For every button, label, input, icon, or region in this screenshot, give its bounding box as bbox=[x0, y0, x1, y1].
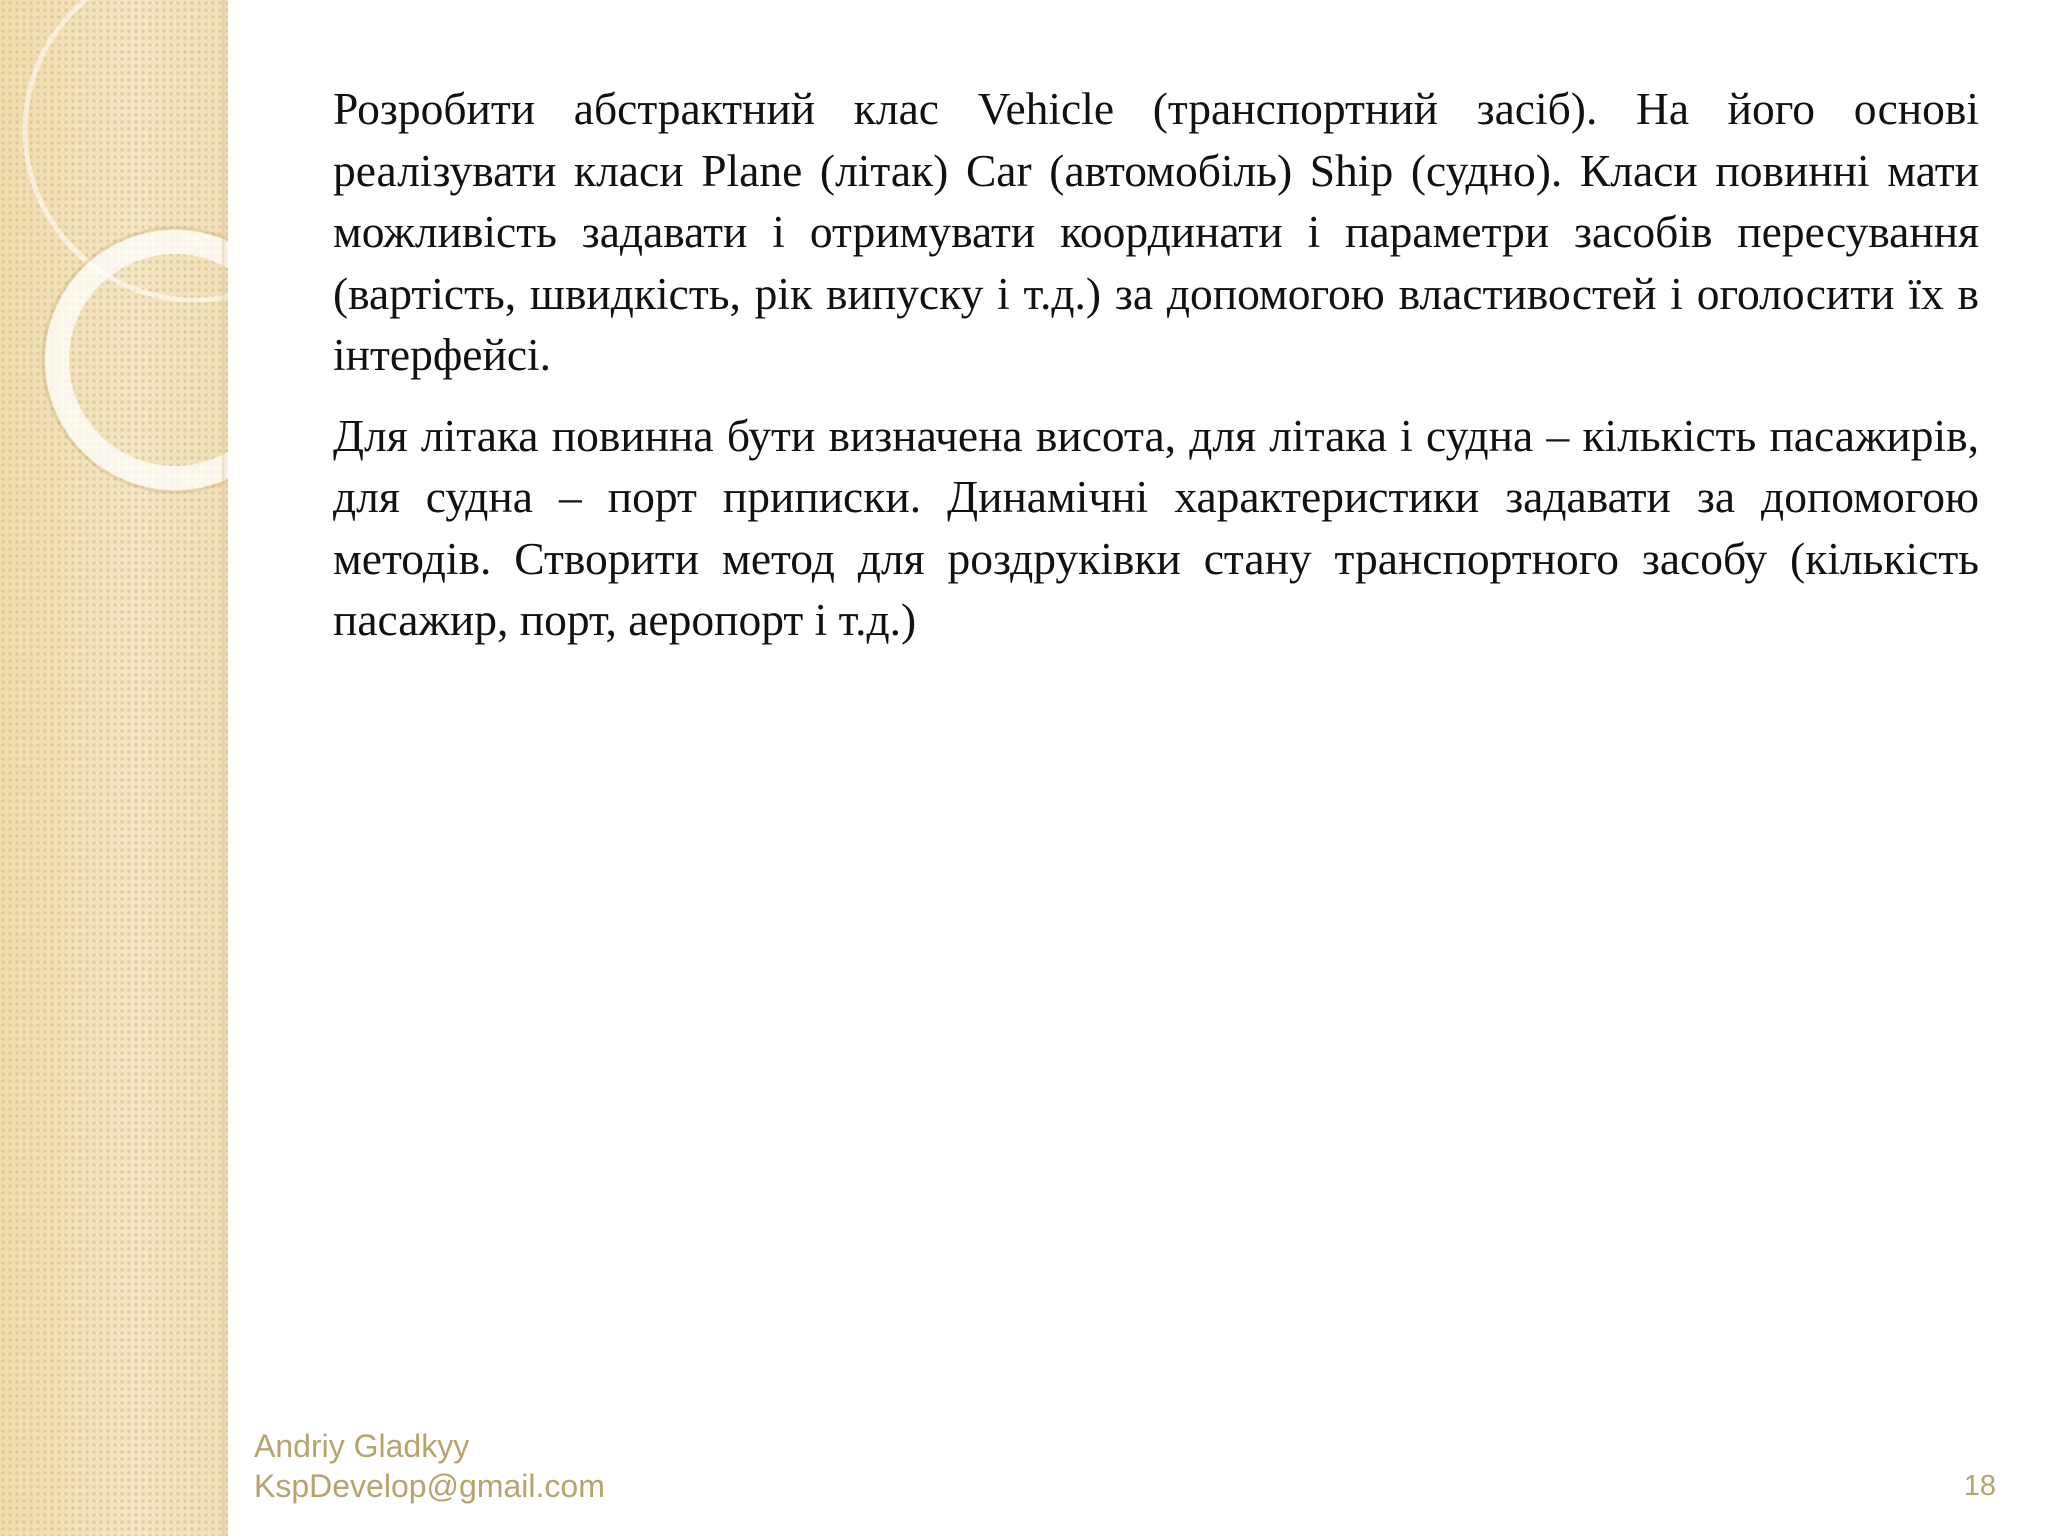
slide-body-text bbox=[333, 78, 1979, 670]
paragraph-task-description: Розробити абстрактний клас Vehicle (транспортний засіб). На його основі реалізувати класи Plane (літак) Car (автомобіль) Ship (судно). Класи повинні мати можливість задавати і отримувати координати і параметри засобів пересування (вартість, швидкість, рік випуску і т.д.) за допомогою властивостей і оголосити їх в інтерфейсі. bbox=[333, 83, 1979, 380]
footer-author-block bbox=[254, 1426, 605, 1506]
decorative-sidebar bbox=[0, 0, 228, 1536]
paragraph-task-details: Для літака повинна бути визначена висота, для літака і судна – кількість пасажирів, для судна – порт приписки. Динамічні характеристики задавати за допомогою методів. Створити метод для роздруківки стану транспортного засобу (кількість пасажир, порт, аеропорт і т.д.) bbox=[333, 409, 1979, 645]
thick-ring-shadow bbox=[43, 228, 228, 492]
decorative-rings-graphic bbox=[0, 0, 228, 1536]
footer-author-name: Andriy Gladkyy bbox=[254, 1428, 470, 1464]
sidebar-edge-shadow bbox=[222, 0, 228, 1536]
thick-ring bbox=[57, 242, 228, 478]
slide-page-number: 18 bbox=[1963, 1470, 1996, 1502]
footer-author-email: KspDevelop@gmail.com bbox=[254, 1468, 605, 1504]
